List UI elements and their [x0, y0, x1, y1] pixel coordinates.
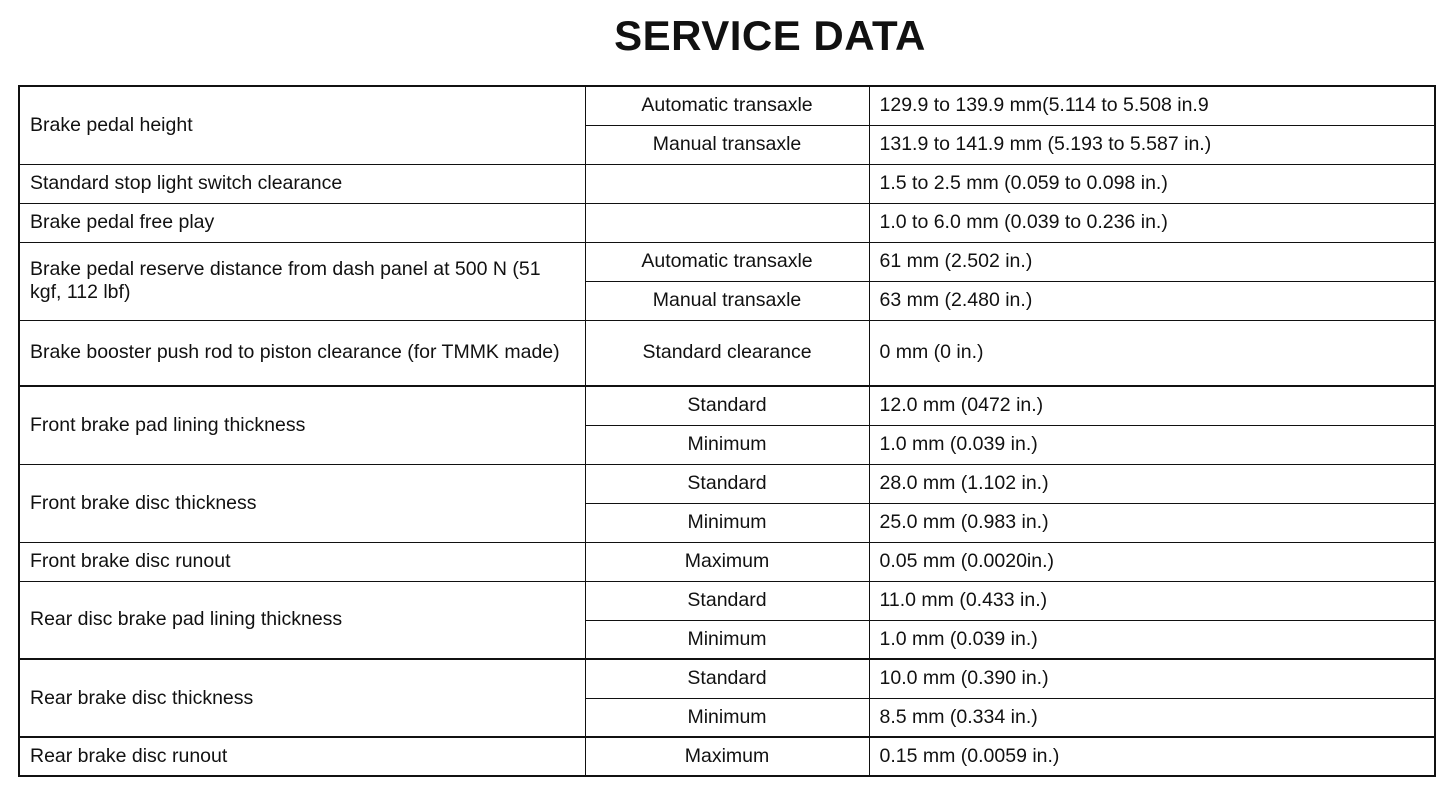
condition-cell: Manual transaxle [585, 281, 869, 320]
table-row [19, 581, 1435, 620]
item-cell: Rear disc brake pad lining thickness [19, 581, 585, 659]
value-cell: 131.9 to 141.9 mm (5.193 to 5.587 in.) [869, 125, 1435, 164]
condition-cell: Automatic transaxle [585, 242, 869, 281]
item-cell: Brake pedal reserve distance from dash panel at 500 N (51 kgf, 112 lbf) [19, 242, 585, 320]
condition-cell: Standard [585, 386, 869, 425]
condition-cell: Manual transaxle [585, 125, 869, 164]
condition-cell: Minimum [585, 425, 869, 464]
table-row [19, 242, 1435, 281]
value-cell: 10.0 mm (0.390 in.) [869, 659, 1435, 698]
value-cell: 11.0 mm (0.433 in.) [869, 581, 1435, 620]
value-cell: 1.0 mm (0.039 in.) [869, 425, 1435, 464]
condition-cell: Standard [585, 659, 869, 698]
value-cell: 1.5 to 2.5 mm (0.059 to 0.098 in.) [869, 164, 1435, 203]
item-cell: Front brake disc runout [19, 542, 585, 581]
condition-cell: Minimum [585, 503, 869, 542]
table-row [19, 542, 1435, 581]
condition-cell: Maximum [585, 542, 869, 581]
service-data-body [19, 86, 1435, 776]
condition-cell: Minimum [585, 698, 869, 737]
item-cell: Brake pedal height [19, 86, 585, 164]
value-cell: 61 mm (2.502 in.) [869, 242, 1435, 281]
value-cell: 0.05 mm (0.0020in.) [869, 542, 1435, 581]
value-cell: 25.0 mm (0.983 in.) [869, 503, 1435, 542]
item-cell: Rear brake disc runout [19, 737, 585, 776]
item-cell: Brake pedal free play [19, 203, 585, 242]
value-cell: 12.0 mm (0472 in.) [869, 386, 1435, 425]
value-cell: 1.0 to 6.0 mm (0.039 to 0.236 in.) [869, 203, 1435, 242]
item-cell: Rear brake disc thickness [19, 659, 585, 737]
table-row [19, 737, 1435, 776]
table-row [19, 320, 1435, 386]
condition-cell: Maximum [585, 737, 869, 776]
condition-cell: Standard [585, 464, 869, 503]
item-cell: Brake booster push rod to piston clearance (for TMMK made) [19, 320, 585, 386]
condition-cell: Standard clearance [585, 320, 869, 386]
table-row [19, 386, 1435, 425]
condition-cell: Automatic transaxle [585, 86, 869, 125]
value-cell: 1.0 mm (0.039 in.) [869, 620, 1435, 659]
table-row [19, 164, 1435, 203]
condition-cell: Minimum [585, 620, 869, 659]
item-cell: Standard stop light switch clearance [19, 164, 585, 203]
condition-cell: Standard [585, 581, 869, 620]
page-title: SERVICE DATA [614, 12, 926, 59]
service-data-table [18, 85, 1436, 777]
table-row [19, 464, 1435, 503]
value-cell: 63 mm (2.480 in.) [869, 281, 1435, 320]
item-cell: Front brake disc thickness [19, 464, 585, 542]
value-cell: 0.15 mm (0.0059 in.) [869, 737, 1435, 776]
condition-cell [585, 164, 869, 203]
condition-cell [585, 203, 869, 242]
value-cell: 0 mm (0 in.) [869, 320, 1435, 386]
value-cell: 8.5 mm (0.334 in.) [869, 698, 1435, 737]
table-row [19, 203, 1435, 242]
table-row [19, 86, 1435, 125]
table-row [19, 659, 1435, 698]
value-cell: 129.9 to 139.9 mm(5.114 to 5.508 in.9 [869, 86, 1435, 125]
value-cell: 28.0 mm (1.102 in.) [869, 464, 1435, 503]
item-cell: Front brake pad lining thickness [19, 386, 585, 464]
